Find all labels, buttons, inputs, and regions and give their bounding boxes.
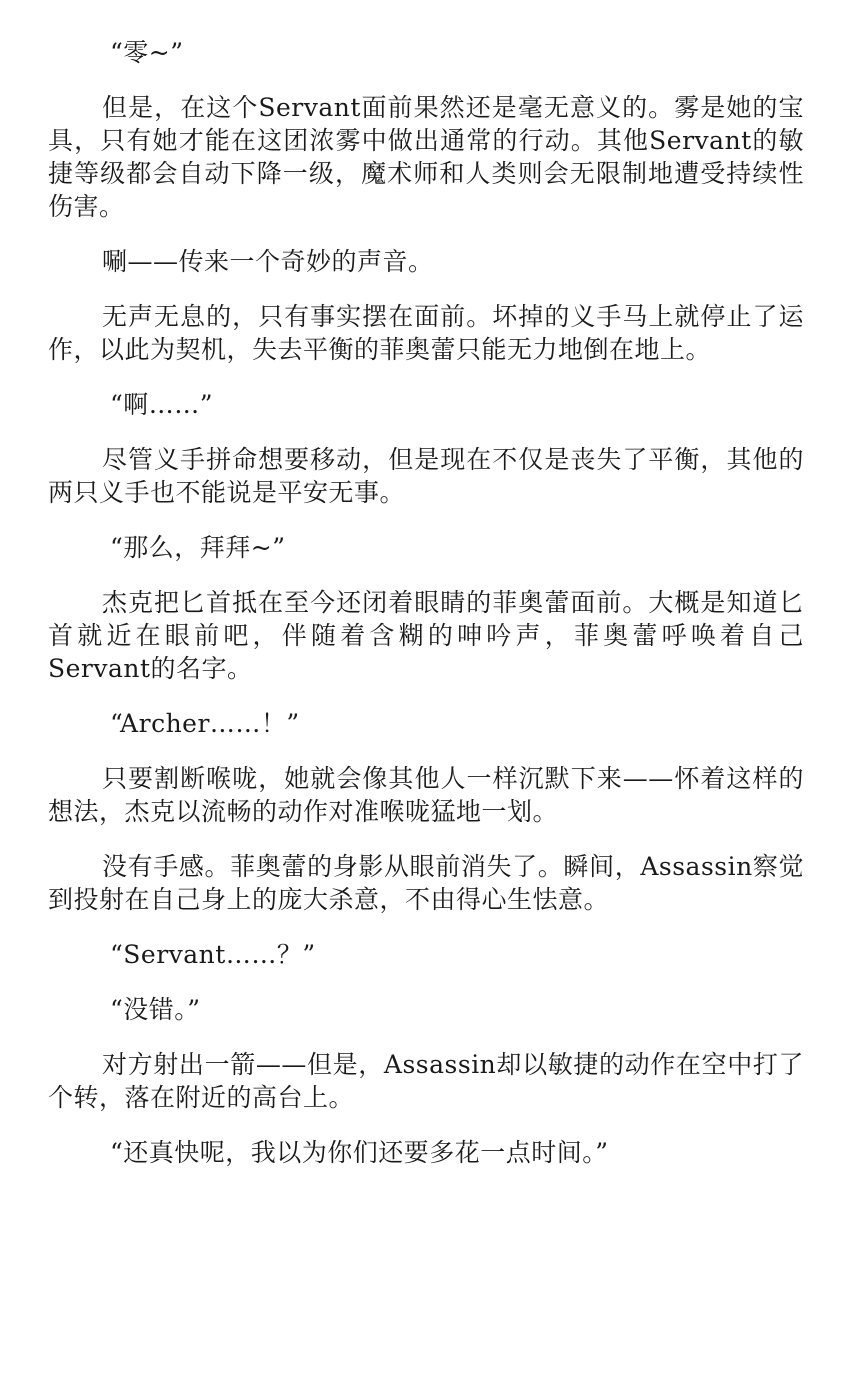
narration-paragraph: 但是，在这个Servant面前果然还是毫无意义的。雾是她的宝具，只有她才能在这团浓雾中做出通常的行动。其他Servant的敏捷等级都会自动下降一级，魔术师和人类则会无限制地遭受持续性伤害。 bbox=[48, 93, 804, 221]
dialog-paragraph: “Servant……？” bbox=[110, 940, 316, 969]
dialog-paragraph: “零~” bbox=[110, 38, 184, 67]
narration-paragraph: 唰——传来一个奇妙的声音。 bbox=[102, 247, 434, 276]
novel-page bbox=[48, 36, 804, 1191]
narration-paragraph: 尽管义手拼命想要移动，但是现在不仅是丧失了平衡，其他的两只义手也不能说是平安无事。 bbox=[48, 445, 804, 507]
narration-paragraph: 没有手感。菲奥蕾的身影从眼前消失了。瞬间，Assassin察觉到投射在自己身上的庞大杀意，不由得心生怯意。 bbox=[48, 852, 804, 914]
dialog-paragraph: “那么，拜拜~” bbox=[110, 533, 286, 562]
dialog-paragraph: “还真快呢，我以为你们还要多花一点时间。” bbox=[110, 1138, 609, 1167]
narration-paragraph: 只要割断喉咙，她就会像其他人一样沉默下来——怀着这样的想法，杰克以流畅的动作对准喉咙猛地一划。 bbox=[48, 764, 804, 826]
narration-paragraph: 无声无息的，只有事实摆在面前。坏掉的义手马上就停止了运作，以此为契机，失去平衡的菲奥蕾只能无力地倒在地上。 bbox=[48, 302, 804, 364]
narration-paragraph: 杰克把匕首抵在至今还闭着眼睛的菲奥蕾面前。大概是知道匕首就近在眼前吧，伴随着含糊的呻吟声，菲奥蕾呼唤着自己Servant的名字。 bbox=[48, 588, 804, 683]
narration-paragraph: 对方射出一箭——但是，Assassin却以敏捷的动作在空中打了个转，落在附近的高台上。 bbox=[48, 1050, 804, 1112]
dialog-paragraph: “没错。” bbox=[110, 995, 201, 1024]
dialog-paragraph: “啊……” bbox=[110, 390, 214, 419]
dialog-paragraph: “Archer……！” bbox=[110, 709, 300, 738]
